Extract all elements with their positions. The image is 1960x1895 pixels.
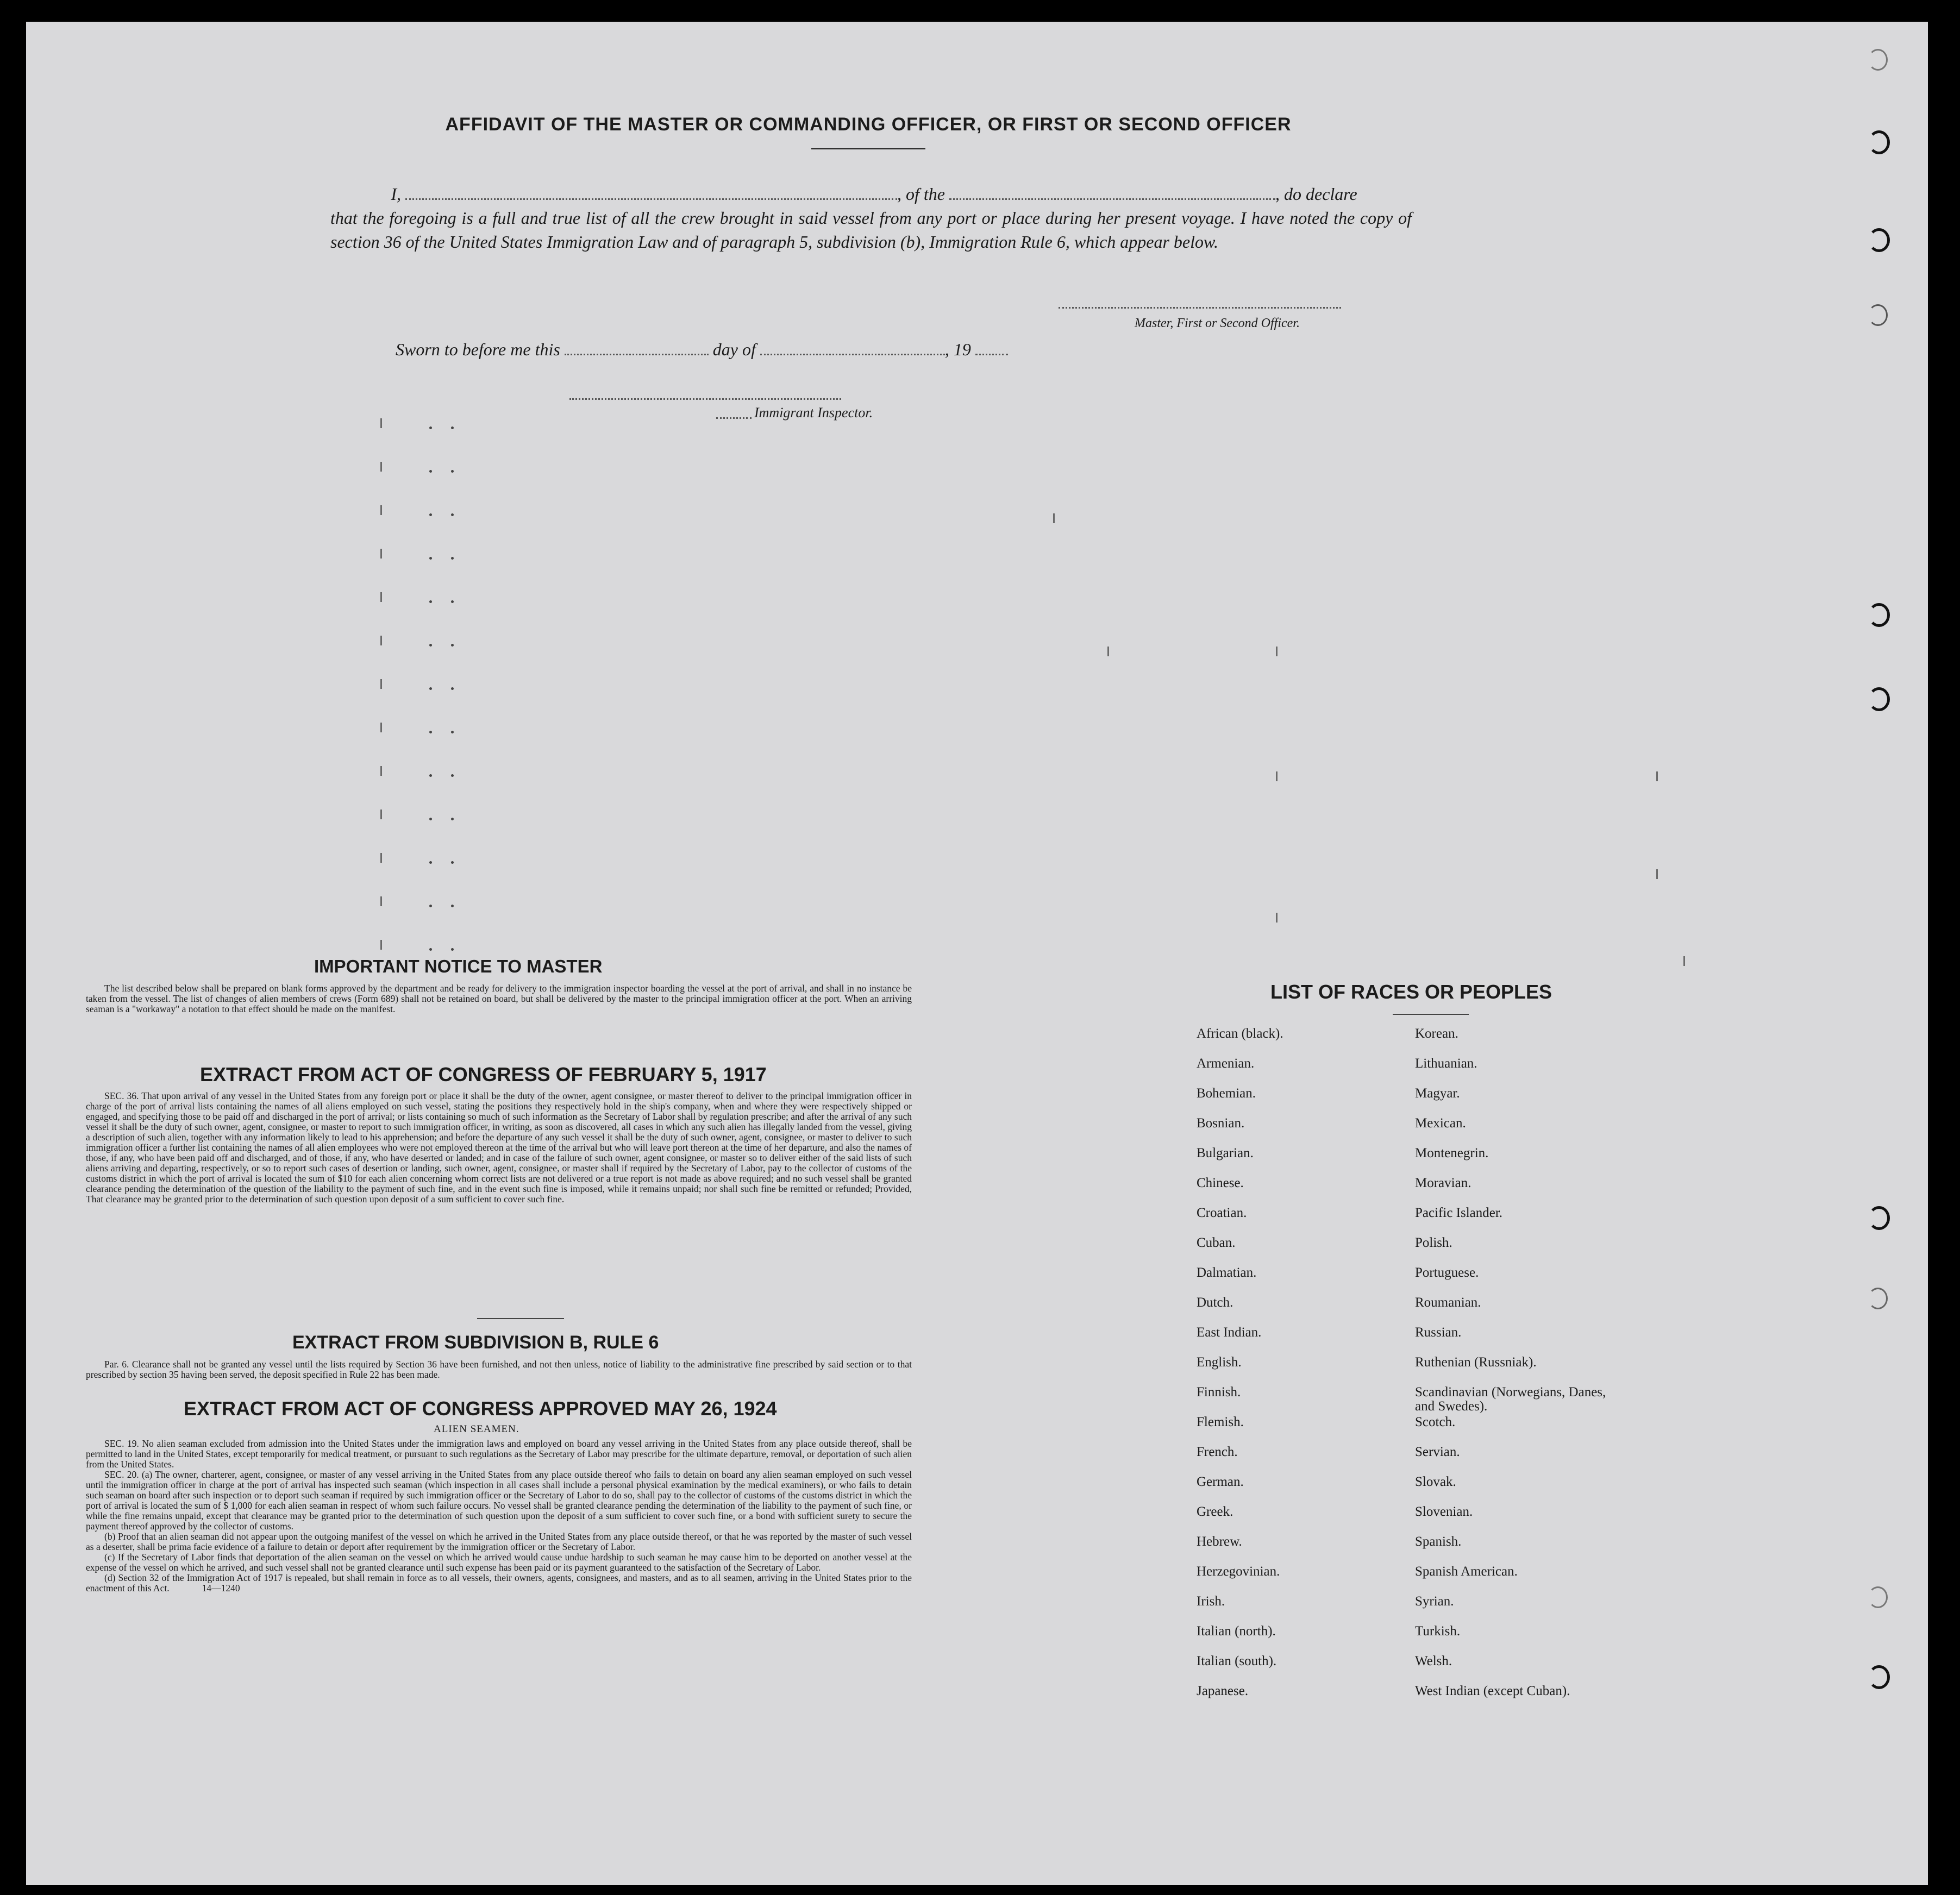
races-left-column bbox=[1197, 1027, 1283, 1714]
declare-label: , do declare bbox=[1275, 184, 1357, 204]
signature-line[interactable] bbox=[1059, 307, 1341, 309]
race-item: Finnish. bbox=[1197, 1385, 1241, 1400]
section-20a-paragraph: SEC. 20. (a) The owner, charterer, agent, consignee, or master of any vessel arriving in the United States from any place outside thereof who fails to detain on board any alien seaman employed on such vessel until the immigration officer in charge at the port of arrival has inspected such seaman (which inspection in all cases shall include a personal physical examination by the medical examiners), or who fails to detain such seaman on board after such inspection or to deport such seaman if required by such immigration officer or the Secretary of Labor to do so, shall pay to the collector of customs of the customs district in which the port of arrival is located the sum of $ 1,000 for each alien seaman in respect of whom such failure occurs. No vessel shall be granted clearance pending the determination of the liability to the payment of such fine, or while the fine remains unpaid, except that clearance may be granted prior to the determination of such question upon the deposit of a sum sufficient to cover such fine, or a bond with sufficient surety to secure the payment thereof approved by the collector of customs. bbox=[86, 1469, 912, 1532]
race-item: Greek. bbox=[1197, 1504, 1233, 1519]
race-item: Slovak. bbox=[1415, 1474, 1456, 1489]
race-item: West Indian (except Cuban). bbox=[1415, 1684, 1570, 1698]
race-item: Irish. bbox=[1197, 1594, 1225, 1609]
form-page bbox=[26, 22, 1928, 1885]
race-item: Russian. bbox=[1415, 1325, 1462, 1340]
race-item: German. bbox=[1197, 1474, 1244, 1489]
race-item: Magyar. bbox=[1415, 1086, 1460, 1101]
alien-seamen-subtitle: ALIEN SEAMEN. bbox=[434, 1423, 519, 1435]
signature-label: Master, First or Second Officer. bbox=[1135, 316, 1300, 330]
sworn-year-blank[interactable] bbox=[975, 354, 1008, 355]
sworn-month-blank[interactable] bbox=[760, 354, 945, 355]
extract-rule6-title: EXTRACT FROM SUBDIVISION B, RULE 6 bbox=[292, 1332, 659, 1353]
affidavit-i-label: I, bbox=[391, 184, 401, 204]
race-item: Italian (north). bbox=[1197, 1624, 1276, 1639]
race-item: Syrian. bbox=[1415, 1594, 1454, 1609]
section-rule bbox=[477, 1318, 564, 1319]
race-item: Roumanian. bbox=[1415, 1295, 1481, 1310]
race-item: East Indian. bbox=[1197, 1325, 1262, 1340]
inspector-signature-line[interactable] bbox=[569, 398, 841, 400]
section-20c-paragraph: (c) If the Secretary of Labor finds that deportation of the alien seaman on the vessel on which he arrived would cause undue hardship to such seaman he may cause him to be deported on another vessel at the expense of the vessel on which he arrived, and such vessel shall not be granted clearance until such expense has been paid or its payment guaranteed to the satisfaction of the Secretary of Labor. bbox=[86, 1552, 912, 1573]
extract-1924-title: EXTRACT FROM ACT OF CONGRESS APPROVED MAY 26, 1924 bbox=[184, 1397, 777, 1420]
race-item: Slovenian. bbox=[1415, 1504, 1473, 1519]
inspector-label: Immigrant Inspector. bbox=[754, 405, 873, 421]
sworn-date-blank[interactable] bbox=[565, 354, 709, 355]
race-item: Italian (south). bbox=[1197, 1654, 1277, 1668]
sworn-day-label: day of bbox=[712, 340, 756, 359]
name-blank[interactable] bbox=[405, 198, 897, 200]
extract-1917-title: EXTRACT FROM ACT OF CONGRESS OF FEBRUARY 5, 1917 bbox=[200, 1063, 767, 1085]
extract-rule6-body bbox=[86, 1359, 912, 1380]
form-number: 14—1240 bbox=[202, 1583, 240, 1593]
section-36-paragraph: SEC. 36. That upon arrival of any vessel in the United States from any foreign port or place it shall be the duty of the owner, agent consignee, or master thereof to deliver to the principal immigration officer in charge of the port of arrival lists containing the names of all aliens employed on such vessel, stating the positions they respectively hold in the ship's company, when and where they were respectively shipped or engaged, and specifying those to be paid off and discharged in the port of arrival; or lists containing so much of such information as the Secretary of Labor shall by regulation prescribe; and after the arrival of any such vessel it shall be the duty of such owner, agent, consignee, or master to report to such immigration officer, in writing, as soon as discovered, all cases in which any such alien has illegally landed from the vessel, giving a description of such alien, together with any information likely to lead to his apprehension; and before the departure of any such vessel it shall be the duty of such owner, agent, consignee, or master to deliver to such immigration officer a further list containing the names of all alien employees who were not employed thereon at the time of the arrival but who will leave port thereon at the time of her departure, and also the names of those, if any, who have been paid off and discharged, and of those, if any, who have deserted or landed; and in case of the failure of such owner, agent consignee, or master so to deliver either of the said lists of such aliens arriving and departing, respectively, or so to report such cases of desertion or landing, such owner, agent, consignee, or master shall if required by the Secretary of Labor, pay to the collector of customs of the customs district in which the port of arrival is located the sum of $10 for each alien concerning whom correct lists are not delivered or a true report is not made as above required; and no such vessel shall be granted clearance pending the determination of the question of the liability to the payment of such fine, and in the event such fine is imposed, while it remains unpaid; nor shall such fine be remitted or refunded; Provided, That clearance may be granted prior to the determination of such question upon deposit of a sum sufficient to cover such fine. bbox=[86, 1090, 912, 1204]
notice-paragraph: The list described below shall be prepared on blank forms approved by the department and be ready for delivery to the immigration inspector boarding the vessel at the port of arrival, and shall in no instance be taken from the vessel. The list of changes of alien members of crews (Form 689) shall not be retained on board, but shall be delivered by the master to the principal immigration officer at the port. When an arriving seaman is a "workaway" a notation to that effect should be made on the manifest. bbox=[86, 983, 912, 1014]
race-item: Cuban. bbox=[1197, 1235, 1236, 1250]
race-item: Bulgarian. bbox=[1197, 1146, 1254, 1160]
race-item: Dalmatian. bbox=[1197, 1265, 1257, 1280]
race-item: Armenian. bbox=[1197, 1056, 1255, 1071]
race-item: English. bbox=[1197, 1355, 1242, 1370]
race-item: Ruthenian (Russniak). bbox=[1415, 1355, 1537, 1370]
race-item: African (black). bbox=[1197, 1026, 1283, 1041]
race-item: French. bbox=[1197, 1445, 1238, 1459]
race-item: Hebrew. bbox=[1197, 1534, 1242, 1549]
section-19-paragraph: SEC. 19. No alien seaman excluded from admission into the United States under the immigration laws and employed on board any vessel arriving in the United States from any place outside thereof, shall be permitted to land in the United States, except temporarily for medical treatment, or pursuant to such regulations as the Secretary of Labor may prescribe for the ultimate departure, removal, or deportation of such alien from the United States. bbox=[86, 1438, 912, 1470]
race-item: Spanish. bbox=[1415, 1534, 1462, 1549]
race-item: Flemish. bbox=[1197, 1415, 1244, 1429]
race-item: Lithuanian. bbox=[1415, 1056, 1477, 1071]
section-20d-paragraph bbox=[86, 1573, 912, 1593]
race-item: Moravian. bbox=[1415, 1176, 1471, 1190]
race-item: Bohemian. bbox=[1197, 1086, 1256, 1101]
race-item: Turkish. bbox=[1415, 1624, 1461, 1639]
affidavit-title: AFFIDAVIT OF THE MASTER OR COMMANDING OFFICER, OR FIRST OR SECOND OFFICER bbox=[445, 114, 1292, 135]
race-item: Polish. bbox=[1415, 1235, 1452, 1250]
sworn-year-label: , 19 bbox=[944, 340, 971, 359]
race-item: Korean. bbox=[1415, 1026, 1458, 1041]
vessel-blank[interactable] bbox=[949, 198, 1275, 200]
race-item: Scotch. bbox=[1415, 1415, 1456, 1429]
races-right-column bbox=[1415, 1027, 1627, 1714]
sworn-prefix: Sworn to before me this bbox=[396, 340, 560, 359]
affidavit-body: that the foregoing is a full and true list of all the crew brought in said vessel from any port or place during her present voyage. I have noted the copy of section 36 of the United States Immigration Law and of paragraph 5, subdivision (b), Immigration Rule 6, which appear below. bbox=[330, 208, 1412, 252]
extract-1924-body bbox=[86, 1439, 912, 1593]
race-item: Pacific Islander. bbox=[1415, 1206, 1503, 1220]
race-item: Bosnian. bbox=[1197, 1116, 1245, 1131]
notice-title: IMPORTANT NOTICE TO MASTER bbox=[314, 956, 603, 976]
sworn-line bbox=[396, 340, 1008, 360]
race-item: Spanish American. bbox=[1415, 1564, 1518, 1579]
race-item: Herzegovinian. bbox=[1197, 1564, 1280, 1579]
races-title: LIST OF RACES OR PEOPLES bbox=[1270, 981, 1552, 1003]
notice-body bbox=[86, 983, 912, 1014]
race-item: Croatian. bbox=[1197, 1206, 1247, 1220]
race-item: Servian. bbox=[1415, 1445, 1460, 1459]
race-item: Portuguese. bbox=[1415, 1265, 1479, 1280]
inspector-dots bbox=[716, 417, 752, 419]
race-item: Mexican. bbox=[1415, 1116, 1466, 1131]
of-the-label: , of the bbox=[897, 184, 945, 204]
section-20d-text: (d) Section 32 of the Immigration Act of 1917 is repealed, but shall remain in force as to all vessels, their owners, agents, consignees, and masters, and as to all seamen, arriving in the United States prior to the enactment of this Act. bbox=[86, 1572, 912, 1593]
race-item: Dutch. bbox=[1197, 1295, 1233, 1310]
race-item: Chinese. bbox=[1197, 1176, 1244, 1190]
race-item: Japanese. bbox=[1197, 1684, 1249, 1698]
section-20b-paragraph: (b) Proof that an alien seaman did not appear upon the outgoing manifest of the vessel on which he arrived in the United States from any place outside thereof, or that he was reported by the master of such vessel as a deserter, shall be prima facie evidence of a failure to detain or deport after requirement by the immigration officer or the Secretary of Labor. bbox=[86, 1531, 912, 1552]
races-rule bbox=[1393, 1014, 1469, 1015]
race-item: Montenegrin. bbox=[1415, 1146, 1489, 1160]
race-item: Welsh. bbox=[1415, 1654, 1452, 1668]
paragraph-6: Par. 6. Clearance shall not be granted any vessel until the lists required by Section 36 have been furnished, and not then unless, notice of liability to the administrative fine prescribed by said section or to that prescribed by section 35 having been served, the deposit specified in Rule 22 has been made. bbox=[86, 1359, 912, 1380]
extract-1917-body bbox=[86, 1091, 912, 1204]
affidavit-text bbox=[330, 182, 1412, 254]
race-item: Scandinavian (Norwegians, Danes, and Swedes). bbox=[1415, 1385, 1606, 1414]
title-rule bbox=[811, 148, 925, 149]
